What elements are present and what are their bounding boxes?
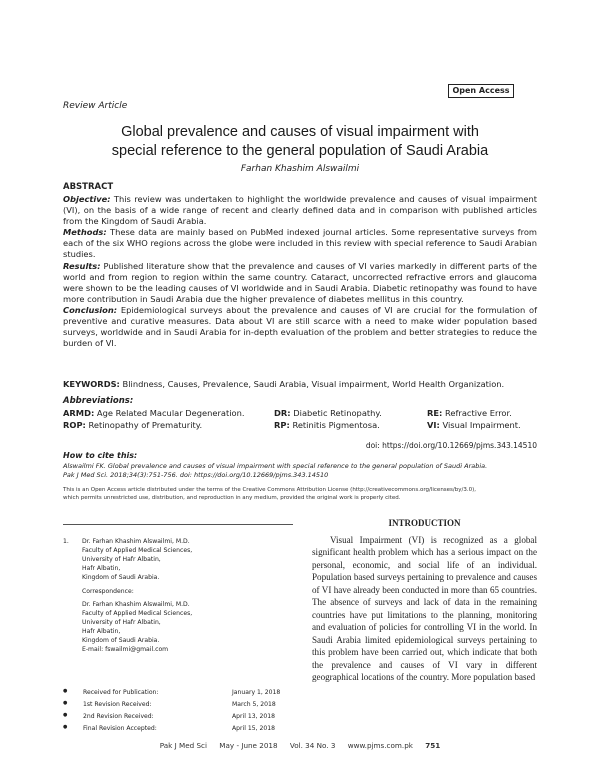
doi-link[interactable]: doi: https://doi.org/10.12669/pjms.343.14510 xyxy=(365,441,537,450)
title-line-1: Global prevalence and causes of visual impairment with xyxy=(121,124,479,140)
bullet-icon: ● xyxy=(63,724,68,730)
date-row xyxy=(63,725,293,737)
correspondence-line: Kingdom of Saudi Arabia. xyxy=(82,636,160,644)
footer-issue: May - June 2018 xyxy=(219,741,278,750)
abbreviation-meaning: Visual Impairment. xyxy=(442,420,521,430)
license-line-2: which permits unrestricted use, distribution, and reproduction in any medium, provided the original work is properly cited. xyxy=(63,495,401,502)
affiliation-line: Dr. Farhan Khashim Alswailmi, M.D. xyxy=(82,538,190,545)
license-line-1: This is an Open Access article distributed under the terms of the Creative Commons Attribution License (http://creativecommons.org/licenses/by/3.0), xyxy=(63,487,477,493)
author-name: Farhan Khashim Alswailmi xyxy=(240,164,360,174)
correspondence-line: Dr. Farhan Khashim Alswailmi, M.D. xyxy=(82,601,190,608)
abbreviation-item xyxy=(427,420,521,430)
abbreviation-code: VI: xyxy=(427,420,440,430)
abbreviation-code: DR: xyxy=(274,408,291,418)
dates-list xyxy=(63,0,293,776)
citation-line-1: Alswailmi FK. Global prevalence and causes of visual impairment with special reference to the general population of Saudi Arabia. xyxy=(63,462,488,470)
open-access-badge: Open Access xyxy=(448,84,514,98)
introduction-text: Visual Impairment (VI) is recognized as a global significant health problem which has a serious impact on the personal, economic, and social life of an individual. Population based surveys pertaining to prevalence and causes of VI have already been conducted in more than 65 countries. The absence of surveys and lack of data in the remaining countries have put limitations to the planning, monitoring and evaluation of policies for controlling VI in the world. In Saudi Arabia limited epidemiological surveys pertaining to this problem have been carried out, which indicate that both the prevalence and causes of VI vary in different geographical locations of the country. More population based xyxy=(312,535,537,682)
introduction-heading: INTRODUCTION xyxy=(388,518,461,528)
abbreviation-meaning: Refractive Error. xyxy=(445,408,512,418)
abbreviation-code: ARMD: xyxy=(63,408,95,418)
bullet-icon: ● xyxy=(63,688,68,694)
abbreviation-code: ROP: xyxy=(63,420,86,430)
correspondence-email[interactable]: E-mail: fswailmi@gmail.com xyxy=(82,645,169,653)
page-footer xyxy=(0,741,600,750)
abbreviation-item xyxy=(427,408,512,418)
date-label: 2nd Revision Received: xyxy=(83,713,154,720)
results-label: Results: xyxy=(63,260,101,271)
conclusion-label: Conclusion: xyxy=(63,304,118,315)
conclusion-text: Epidemiological surveys about the prevalence and causes of VI are crucial for the formulation of preventive and curative measures. Data about VI are still scarce with a need to make wider population based surveys, worldwide and in Saudi Arabia for in-depth evaluation of the problem and better strategies to reduce the burden of VI. xyxy=(63,304,537,349)
objective-label: Objective: xyxy=(63,194,111,204)
abbreviation-meaning: Age Related Macular Degeneration. xyxy=(96,408,245,418)
keywords-text: Blindness, Causes, Prevalence, Saudi Arabia, Visual impairment, World Health Organization. xyxy=(122,379,505,389)
citation-line-2: Pak J Med Sci. 2018;34(3):751-756. doi: https://doi.org/10.12669/pjms.343.14510 xyxy=(63,470,329,479)
title-line-2: special reference to the general population of Saudi Arabia xyxy=(111,143,489,159)
abbreviations-heading: Abbreviations: xyxy=(63,396,134,406)
affiliation-line: Hafr Albatin, xyxy=(82,564,121,572)
objective-text: This review was undertaken to highlight the worldwide prevalence and causes of visual impairment (VI), on the basis of a wide range of recent and clearly defined data and in comparison with published articles from the Kingdom of Saudi Arabia. xyxy=(63,194,537,227)
date-row xyxy=(63,689,293,701)
affiliation-line: Kingdom of Saudi Arabia. xyxy=(82,573,160,581)
page-number: 751 xyxy=(425,741,441,750)
footer-url[interactable]: www.pjms.com.pk xyxy=(347,741,413,750)
footer-volume: Vol. 34 No. 3 xyxy=(289,741,336,750)
affiliation-line: University of Hafr Albatin, xyxy=(82,555,161,563)
abstract-heading: ABSTRACT xyxy=(63,182,114,192)
correspondence-line: Faculty of Applied Medical Sciences, xyxy=(82,609,193,617)
results-text: Published literature show that the prevalence and causes of VI varies markedly in different parts of the world and from region to region within the same country. Cataract, uncorrected refractive errors and glaucoma were shown to be the leading causes of VI worldwide and in Saudi Arabia. Diabetic retinopathy was found to have more contribution in Saudi Arabia due the higher prevalence of diabetes mellitus in this country. xyxy=(63,260,537,304)
abbreviation-code: RE: xyxy=(427,408,443,418)
date-label: 1st Revision Received: xyxy=(83,701,152,708)
affiliation-line: Faculty of Applied Medical Sciences, xyxy=(82,546,193,554)
citation-heading: How to cite this: xyxy=(63,451,138,460)
abbreviation-code: RP: xyxy=(274,420,290,430)
date-value: April 13, 2018 xyxy=(232,713,276,720)
footer-journal: Pak J Med Sci xyxy=(159,741,207,750)
correspondence-line: Hafr Albatin, xyxy=(82,627,121,635)
correspondence-label: Correspondence: xyxy=(82,588,134,595)
date-value: January 1, 2018 xyxy=(232,689,281,696)
bullet-icon: ● xyxy=(63,700,68,706)
date-value: March 5, 2018 xyxy=(232,701,276,708)
methods-text: These data are mainly based on PubMed indexed journal articles. Some representative surveys from each of the six WHO regions across the globe were included in this review with special reference to Saudi Arabian studies. xyxy=(63,227,537,260)
date-row xyxy=(63,713,293,725)
methods-label: Methods: xyxy=(63,227,107,238)
article-type: Review Article xyxy=(63,101,128,111)
abbreviation-meaning: Diabetic Retinopathy. xyxy=(293,408,382,418)
abbreviation-meaning: Retinopathy of Prematurity. xyxy=(88,420,203,430)
date-label: Received for Publication: xyxy=(83,689,159,696)
date-label: Final Revision Accepted: xyxy=(83,725,157,732)
abbreviation-meaning: Retinitis Pigmentosa. xyxy=(292,420,380,430)
affiliation-number: 1. xyxy=(63,538,69,545)
date-row xyxy=(63,701,293,713)
bullet-icon: ● xyxy=(63,712,68,718)
correspondence-line: University of Hafr Albatin, xyxy=(82,618,161,626)
keywords-label: KEYWORDS: xyxy=(63,379,120,389)
date-value: April 15, 2018 xyxy=(232,725,276,732)
